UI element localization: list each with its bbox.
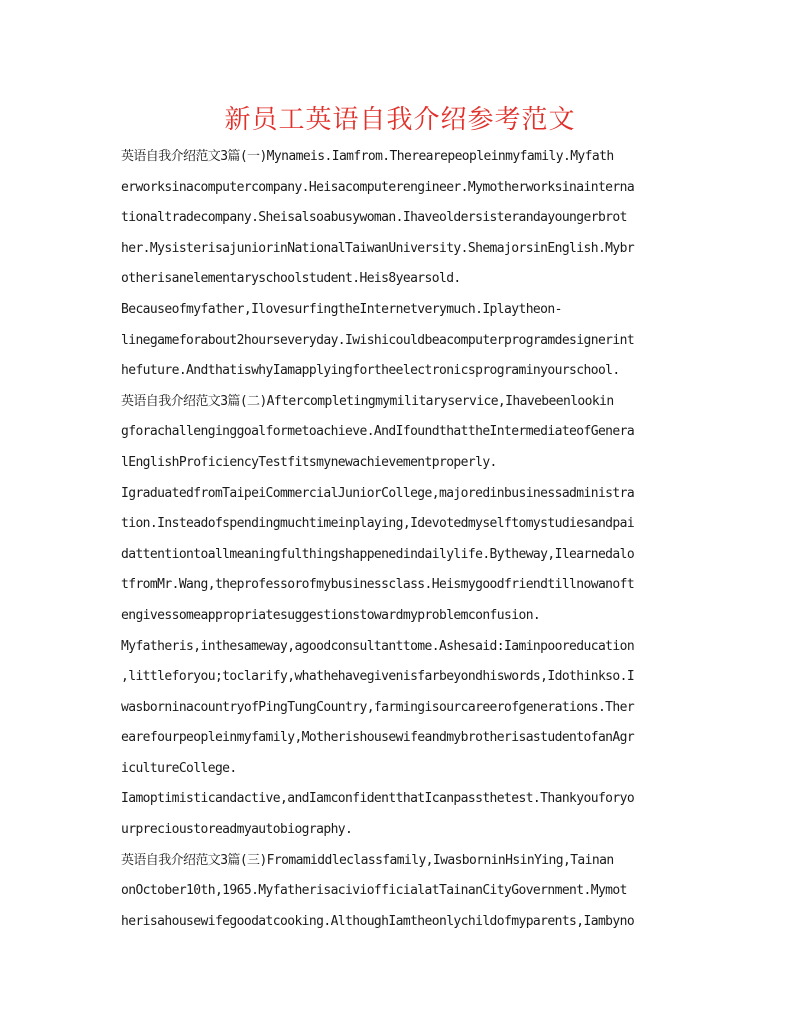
text-line: her.MysisterisajuniorinNationalTaiwanUniversity.ShemajorsinEnglish.Mybr (121, 240, 635, 256)
document-body (121, 142, 683, 937)
text-line: icultureCollege. (121, 760, 237, 776)
text-line: dattentiontoallmeaningfulthingshappenedindailylife.Bytheway,Ilearnedalo (121, 546, 635, 562)
text-line: herisahousewifegoodatcooking.AlthoughIamtheonlychildofmyparents,Iambyno (121, 913, 635, 929)
text-line: engivessomeappropriatesuggestionstowardmyproblemconfusion. (121, 607, 541, 623)
text-line: tion.Insteadofspendingmuchtimeinplaying,Idevotedmyselftomystudiesandpai (121, 516, 635, 532)
text-line: urprecioustoreadmyautobiography. (121, 822, 353, 838)
text-line: IgraduatedfromTaipeiCommercialJuniorCollege,majoredinbusinessadministra (121, 485, 635, 501)
text-line: wasborninacountryofPingTungCountry,farmingisourcareerofgenerations.Ther (121, 699, 635, 715)
text-line: erworksinacomputercompany.Heisacomputerengineer.Mymotherworksinainterna (121, 179, 635, 195)
text-line: gforachallenginggoalformetoachieve.AndIfoundthattheIntermediateofGenera (121, 424, 635, 440)
text-line: Iamoptimisticandactive,andIamconfidentthatIcanpassthetest.Thankyouforyo (121, 791, 635, 807)
text-line: linegameforabout2hourseveryday.Iwishicouldbeacomputerprogramdesignerint (121, 332, 635, 348)
text-line: 英语自我介绍范文3篇(一)Mynameis.Iamfrom.Therearepeopleinmyfamily.Myfath (121, 149, 614, 164)
text-line: otherisanelementaryschoolstudent.Heis8yearsold. (121, 271, 461, 287)
text-line: 英语自我介绍范文3篇(三)Fromamiddleclassfamily,IwasborninHsinYing,Tainan (121, 852, 614, 868)
text-line: earefourpeopleinmyfamily,MotherishousewifeandmybrotherisastudentofanAgr (121, 730, 635, 746)
text-line: onOctober10th,1965.MyfatherisaciviofficialatTainanCityGovernment.Mymot (121, 883, 627, 899)
text-line: Becauseofmyfather,IlovesurfingtheInternetverymuch.Iplaytheon- (121, 301, 562, 317)
text-line: ,littleforyou;toclarify,whathehavegivenisfarbeyondhiswords,Idothinkso.I (121, 669, 635, 685)
text-line: tionaltradecompany.Sheisalsoabusywoman.Ihaveoldersisterandayoungerbrot (121, 210, 627, 226)
text-line: hefuture.AndthatiswhyIamapplyingfortheelectronicsprograminyourschool. (121, 363, 620, 379)
text-line: tfromMr.Wang,theprofessorofmybusinessclass.Heismygoodfriendtillnowanoft (121, 577, 635, 593)
text-line: lEnglishProficiencyTestfitsmynewachievementproperly. (121, 454, 497, 470)
text-line: 英语自我介绍范文3篇(二)Aftercompletingmymilitaryservice,Ihavebeenlookin (121, 393, 614, 409)
document-title: 新员工英语自我介绍参考范文 (224, 105, 576, 135)
text-line: Myfatheris,inthesameway,agoodconsultanttome.Ashesaid:Iaminpooreducation (121, 638, 635, 654)
